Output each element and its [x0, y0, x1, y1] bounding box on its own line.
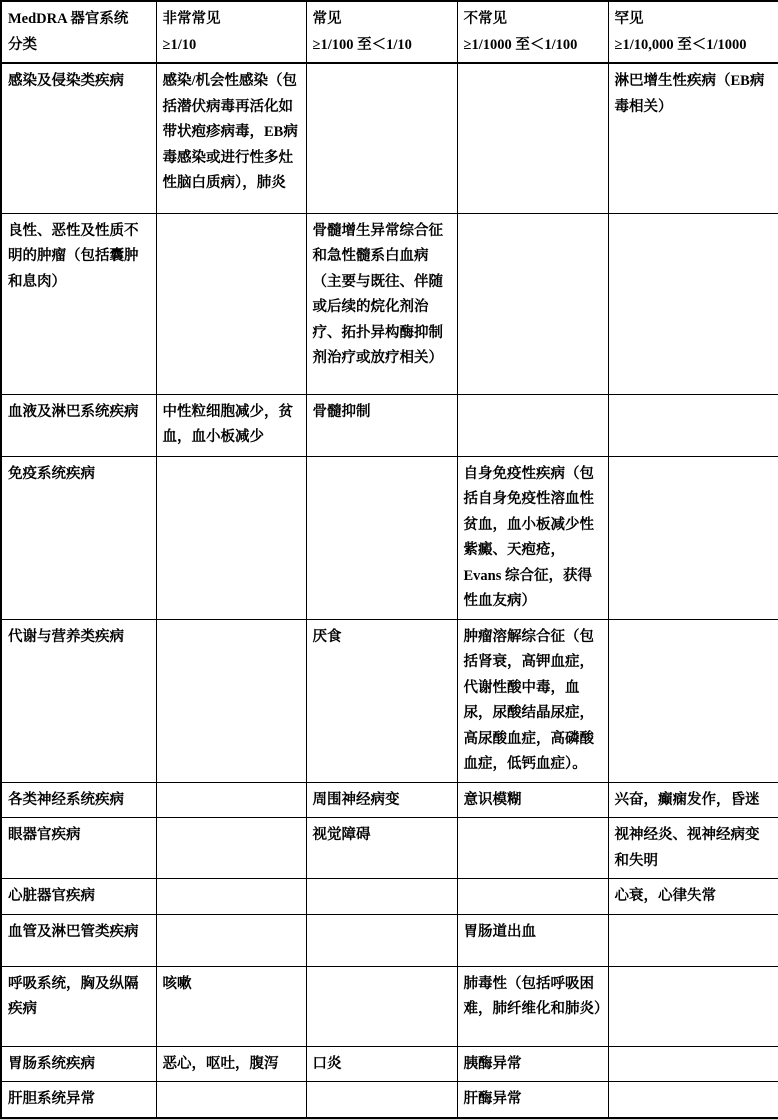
- cell-rare: [608, 782, 778, 818]
- cell-c: [306, 914, 457, 966]
- cell-system-organ-class: [1, 914, 156, 966]
- cell-uc: [457, 213, 608, 394]
- cell-uc: [457, 456, 608, 619]
- cell-rare: [608, 394, 778, 456]
- cell-rare: [608, 914, 778, 966]
- table-row: [1, 394, 778, 456]
- cell-rare: [608, 63, 778, 213]
- cell-text: 胃肠道出血: [463, 923, 536, 940]
- table-row: [1, 966, 778, 1046]
- cell-rare: [608, 1046, 778, 1082]
- header-frequency-rare: ≥1/10,000 至＜1/1000: [614, 36, 747, 53]
- table-row: [1, 1082, 778, 1118]
- cell-rare: [608, 966, 778, 1046]
- cell-vc: [156, 213, 306, 394]
- cell-text: 各类神经系统疾病: [8, 791, 124, 808]
- cell-system-organ-class: [1, 1082, 156, 1118]
- table-header: [1, 1, 778, 63]
- table-row: [1, 818, 778, 879]
- header-title-common: 常见: [312, 11, 342, 27]
- cell-text: 视觉障碍: [312, 827, 371, 843]
- table-row: [1, 1046, 778, 1082]
- header-cell-uncommon: [457, 1, 608, 63]
- cell-system-organ-class: [1, 879, 156, 915]
- cell-text: 感染/机会性感染（包括潜伏病毒再活化如带状疱疹病毒，EB病毒感染或进行性多灶性脑白质病），肺炎: [162, 73, 298, 191]
- cell-text: 良性、恶性及性质不明的肿瘤（包括囊肿和息肉）: [8, 222, 139, 290]
- table-row: [1, 879, 778, 915]
- cell-text: 感染及侵染类疾病: [8, 73, 124, 89]
- cell-system-organ-class: [1, 818, 156, 879]
- cell-vc: [156, 1046, 306, 1082]
- cell-rare: [608, 456, 778, 619]
- cell-vc: [156, 818, 306, 879]
- cell-text: 淋巴增生性疾病（EB病毒相关）: [614, 73, 765, 115]
- header-cell-rare: [608, 1, 778, 63]
- cell-text: 意识模糊: [463, 791, 522, 808]
- table-row: [1, 619, 778, 782]
- cell-c: [306, 782, 457, 818]
- cell-text: 自身免疫性疾病（包括自身免疫性溶血性贫血，血小板减少性紫癜、天疱疮，Evans 综合征，获得性血友病）: [463, 465, 594, 609]
- cell-system-organ-class: [1, 782, 156, 818]
- cell-vc: [156, 456, 306, 619]
- cell-c: [306, 1046, 457, 1082]
- cell-uc: [457, 1046, 608, 1082]
- cell-vc: [156, 966, 306, 1046]
- cell-c: [306, 456, 457, 619]
- cell-text: 骨髓增生异常综合征和急性髓系白血病（主要与既往、伴随或后续的烷化剂治疗、拓扑异构酶抑制剂治疗或放疗相关）: [312, 222, 443, 366]
- header-cell-soc: [1, 1, 156, 63]
- cell-text: 兴奋，癫痫发作，昏迷: [614, 791, 760, 808]
- cell-rare: [608, 818, 778, 879]
- cell-c: [306, 213, 457, 394]
- cell-vc: [156, 63, 306, 213]
- cell-text: 胰酶异常: [463, 1055, 522, 1072]
- header-frequency-very-common: ≥1/10: [162, 36, 197, 53]
- cell-rare: [608, 619, 778, 782]
- cell-vc: [156, 782, 306, 818]
- cell-text: 视神经炎、视神经病变和失明: [614, 827, 760, 869]
- cell-c: [306, 966, 457, 1046]
- cell-rare: [608, 1082, 778, 1118]
- cell-c: [306, 1082, 457, 1118]
- cell-text: 咳嗽: [162, 975, 192, 992]
- table-body: [1, 63, 778, 1118]
- cell-c: [306, 63, 457, 213]
- cell-c: [306, 619, 457, 782]
- header-cell-common: [306, 1, 457, 63]
- cell-uc: [457, 914, 608, 966]
- cell-text: 口炎: [312, 1055, 342, 1072]
- table-row: [1, 782, 778, 818]
- table-row: [1, 63, 778, 213]
- header-frequency-uncommon: ≥1/1000 至＜1/100: [463, 36, 578, 53]
- cell-vc: [156, 619, 306, 782]
- cell-uc: [457, 63, 608, 213]
- table-row: [1, 213, 778, 394]
- table-row: [1, 456, 778, 619]
- cell-text: 血液及淋巴系统疾病: [8, 403, 139, 420]
- cell-text: 呼吸系统，胸及纵隔疾病: [8, 975, 139, 1017]
- cell-text: 血管及淋巴管类疾病: [8, 923, 139, 940]
- header-title-rare: 罕见: [614, 11, 644, 27]
- cell-uc: [457, 782, 608, 818]
- cell-text: 周围神经病变: [312, 791, 400, 808]
- cell-system-organ-class: [1, 213, 156, 394]
- header-cell-very-common: [156, 1, 306, 63]
- cell-uc: [457, 966, 608, 1046]
- cell-text: 心脏器官疾病: [8, 888, 95, 904]
- cell-text: 骨髓抑制: [312, 403, 371, 420]
- header-title-soc-line1: MedDRA 器官系统: [8, 11, 129, 27]
- cell-text: 中性粒细胞减少，贫血，血小板减少: [162, 403, 293, 445]
- header-title-uncommon: 不常见: [463, 11, 507, 27]
- cell-rare: [608, 213, 778, 394]
- header-row: [1, 1, 778, 63]
- cell-vc: [156, 914, 306, 966]
- cell-uc: [457, 1082, 608, 1118]
- cell-system-organ-class: [1, 619, 156, 782]
- cell-text: 免疫系统疾病: [8, 465, 95, 482]
- cell-rare: [608, 879, 778, 915]
- cell-c: [306, 818, 457, 879]
- cell-text: 肺毒性（包括呼吸困难，肺纤维化和肺炎）: [463, 975, 609, 1017]
- cell-text: 心衰，心律失常: [614, 888, 716, 904]
- cell-text: 胃肠系统疾病: [8, 1055, 95, 1072]
- cell-c: [306, 394, 457, 456]
- cell-system-organ-class: [1, 1046, 156, 1082]
- header-title-very-common: 非常常见: [162, 11, 221, 27]
- cell-c: [306, 879, 457, 915]
- cell-uc: [457, 394, 608, 456]
- cell-system-organ-class: [1, 456, 156, 619]
- table-row: [1, 914, 778, 966]
- cell-text: 肝酶异常: [463, 1091, 522, 1107]
- cell-text: 代谢与营养类疾病: [8, 628, 124, 645]
- cell-system-organ-class: [1, 394, 156, 456]
- cell-system-organ-class: [1, 63, 156, 213]
- cell-vc: [156, 879, 306, 915]
- cell-vc: [156, 1082, 306, 1118]
- cell-uc: [457, 619, 608, 782]
- header-title-soc-line2: 分类: [8, 36, 37, 53]
- cell-text: 肝胆系统异常: [8, 1091, 95, 1107]
- cell-text: 肿瘤溶解综合征（包括肾衰，高钾血症，代谢性酸中毒，血尿，尿酸结晶尿症，高尿酸血症，高磷酸血症，低钙血症）。: [463, 628, 594, 772]
- cell-text: 恶心，呕吐，腹泻: [162, 1055, 279, 1072]
- cell-vc: [156, 394, 306, 456]
- header-frequency-common: ≥1/100 至＜1/10: [312, 36, 412, 53]
- cell-uc: [457, 818, 608, 879]
- cell-text: 厌食: [312, 628, 342, 645]
- cell-system-organ-class: [1, 966, 156, 1046]
- cell-uc: [457, 879, 608, 915]
- cell-text: 眼器官疾病: [8, 827, 81, 843]
